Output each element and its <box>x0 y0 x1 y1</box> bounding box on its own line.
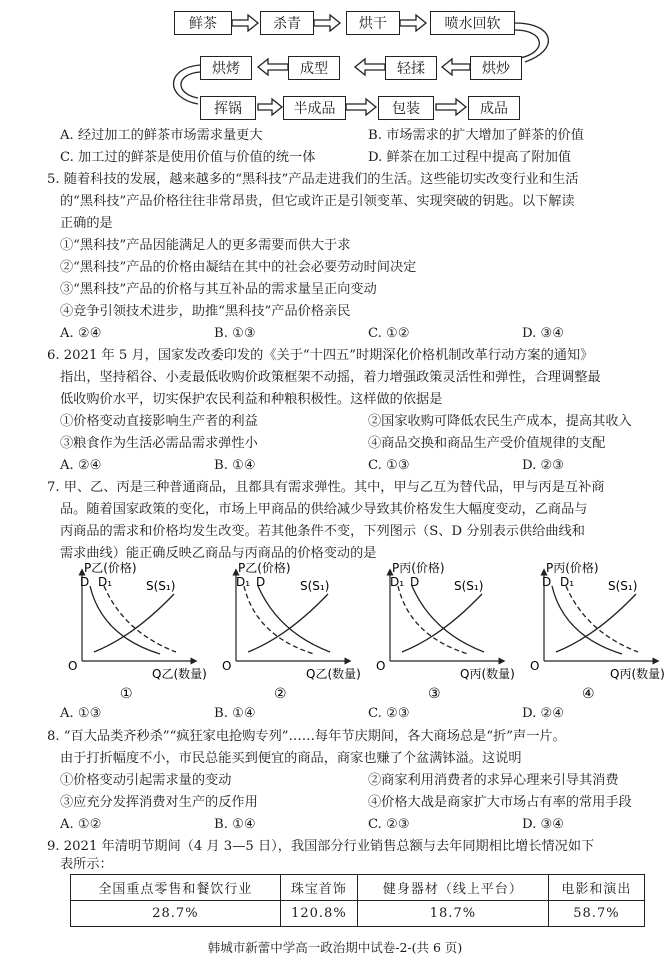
graph-4-x-label: Q丙(数量) <box>610 667 665 681</box>
q7-line: 需求曲线）能正确反映乙商品与丙商品的价格变动的是 <box>60 546 377 561</box>
q5-item: ①“黑科技”产品因能满足人的更多需要而供大于求 <box>60 238 351 253</box>
q8-line: 8. “百大品类齐秒杀”“疯狂家电抢购专列”……每年节庆期间，各大商场总是“折”声一片。 <box>47 729 566 744</box>
table-header: 健身器材（线上平台） <box>357 875 548 901</box>
flow-box-package: 包装 <box>378 96 434 120</box>
q8-option-d: D. ③④ <box>522 817 565 832</box>
table-header: 全国重点零售和餐饮行业 <box>71 875 281 901</box>
table-header: 珠宝首饰 <box>280 875 357 901</box>
flow-box-kill-green: 杀青 <box>260 11 314 35</box>
graph-2-d1-label: D₁ <box>236 575 251 589</box>
q5-option-a: A. ②④ <box>60 326 102 341</box>
q8-item-4: ④价格大战是商家扩大市场占有率的常用手段 <box>368 795 632 810</box>
graph-2-y-label: P乙(价格) <box>238 561 291 575</box>
q4-option-c: C. 加工过的鲜茶是使用价值与价值的统一体 <box>60 150 316 165</box>
flow-box-semi-product: 半成品 <box>283 96 346 120</box>
q7-option-a: A. ①③ <box>60 706 102 721</box>
graph-3-origin: O <box>376 659 386 673</box>
q5-line: 正确的是 <box>60 216 113 231</box>
graph-2-x-label: Q乙(数量) <box>306 667 361 681</box>
table-cell: 18.7% <box>357 901 548 927</box>
graph-3-y-label: P丙(价格) <box>392 561 445 575</box>
flow-box-spray: 喷水回软 <box>430 11 515 35</box>
graph-3-d-label: D <box>410 575 420 589</box>
q7-graph-3 <box>372 561 515 706</box>
q7-graph-2 <box>218 561 361 706</box>
q7-line: 品。随着国家政策的变化，市场上甲商品的供给减少导致其价格发生大幅度变动，乙商品与 <box>60 502 588 517</box>
flow-box-roll: 轻揉 <box>385 56 437 80</box>
q6-item-2: ②国家收购可降低农民生产成本，提高其收入 <box>368 414 632 429</box>
flow-box-dry: 烘干 <box>346 11 400 35</box>
q7-line: 7. 甲、乙、丙是三种普通商品，且都具有需求弹性。其中，甲与乙互为替代品，甲与丙是互补商 <box>47 480 605 495</box>
graph-4-d-label: D <box>542 575 552 589</box>
q6-item-4: ④商品交换和商品生产受价值规律的支配 <box>368 436 606 451</box>
q7-option-c: C. ②③ <box>368 706 410 721</box>
q8-line: 由于打折幅度不小，市民总能买到便宜的商品，商家也赚了个盆满钵溢。这说明 <box>60 751 522 766</box>
table-header: 电影和演出 <box>548 875 644 901</box>
graph-2-origin: O <box>222 659 232 673</box>
q6-line: 低收购价水平，切实保护农民利益和种粮积极性。这样做的依据是 <box>60 392 443 407</box>
q7-option-b: B. ①④ <box>214 706 256 721</box>
graph-2-d-label: D <box>256 575 266 589</box>
q5-item: ④竞争引领技术进步，助推“黑科技”产品价格亲民 <box>60 304 351 319</box>
graph-4-number: ④ <box>582 686 595 702</box>
q5-option-b: B. ①③ <box>214 326 256 341</box>
q9-table <box>70 874 645 927</box>
q6-option-a: A. ②④ <box>60 458 102 473</box>
graph-3-number: ③ <box>428 686 441 702</box>
table-cell: 120.8% <box>280 901 357 927</box>
q5-item: ③“黑科技”产品的价格与其互补品的需求量呈正向变动 <box>60 282 377 297</box>
graph-2-number: ② <box>274 686 287 702</box>
q7-option-d: D. ②④ <box>522 706 565 721</box>
q6-line: 指出，坚持稻谷、小麦最低收购价政策框架不动摇，着力增强政策灵活性和弹性，合理调整最 <box>60 370 601 385</box>
graph-1-s-label: S(S₁) <box>146 579 176 593</box>
q5-line: 的“黑科技”产品价格往往非常昂贵，但它或许正是引领变革、实现突破的钥匙。以下解读 <box>60 194 575 209</box>
graph-1-number: ① <box>120 686 133 702</box>
flow-box-product: 成品 <box>468 96 520 120</box>
q6-option-b: B. ①④ <box>214 458 256 473</box>
q9-line: 表所示： <box>60 857 113 872</box>
q8-item-1: ①价格变动引起需求量的变动 <box>60 773 232 788</box>
q8-item-2: ②商家利用消费者的求异心理来引导其消费 <box>368 773 619 788</box>
flow-box-bake: 烘烤 <box>200 56 252 80</box>
q6-option-c: C. ①③ <box>368 458 410 473</box>
page-footer: 韩城市新蕾中学高一政治期中试卷-2-(共 6 页) <box>207 940 463 955</box>
graph-4-origin: O <box>530 659 540 673</box>
q5-item: ②“黑科技”产品的价格由凝结在其中的社会必要劳动时间决定 <box>60 260 417 275</box>
q4-option-d: D. 鲜茶在加工过程中提高了附加值 <box>368 150 572 165</box>
graph-1-origin: O <box>68 659 78 673</box>
graph-3-s-label: S(S₁) <box>454 579 484 593</box>
graph-3-d1-label: D₁ <box>390 575 405 589</box>
q8-option-b: B. ①④ <box>214 817 256 832</box>
q5-line: 5. 随着科技的发展，越来越多的“黑科技”产品走进我们的生活。这些能切实改变行业和生活 <box>47 172 579 187</box>
q5-option-c: C. ①② <box>368 326 410 341</box>
graph-1-d-label: D <box>80 575 90 589</box>
q4-option-b: B. 市场需求的扩大增加了鲜茶的价值 <box>368 128 584 143</box>
flow-box-fresh-tea: 鲜茶 <box>174 11 232 35</box>
q7-graph-4 <box>526 561 666 706</box>
q8-option-c: C. ②③ <box>368 817 410 832</box>
q8-item-3: ③应充分发挥消费对生产的反作用 <box>60 795 258 810</box>
graph-4-s-label: S(S₁) <box>608 579 638 593</box>
graph-4-d1-label: D₁ <box>560 575 575 589</box>
graph-1-x-label: Q乙(数量) <box>152 667 207 681</box>
q8-option-a: A. ①② <box>60 817 102 832</box>
table-cell: 28.7% <box>71 901 281 927</box>
q6-line: 6. 2021 年 5 月，国家发改委印发的《关于“十四五”时期深化价格机制改革行动方案的通知》 <box>47 348 594 363</box>
q7-line: 丙商品的需求和价格均发生改变。若其他条件不变，下列图示（S、D 分别表示供给曲线和 <box>60 524 585 539</box>
q5-option-d: D. ③④ <box>522 326 565 341</box>
table-cell: 58.7% <box>548 901 644 927</box>
graph-2-s-label: S(S₁) <box>300 579 330 593</box>
graph-4-y-label: P丙(价格) <box>546 561 599 575</box>
graph-1-d1-label: D₁ <box>98 575 113 589</box>
q6-item-1: ①价格变动直接影响生产者的利益 <box>60 414 258 429</box>
q9-line: 9. 2021 年清明节期间（4 月 3—5 日），我国部分行业销售总额与去年同期相比增长情况如下 <box>47 839 595 854</box>
q6-option-d: D. ②③ <box>522 458 565 473</box>
graph-1-y-label: P乙(价格) <box>84 561 137 575</box>
q7-graph-1 <box>64 561 207 706</box>
flow-box-pan: 挥锅 <box>200 96 256 120</box>
graph-3-x-label: Q丙(数量) <box>460 667 515 681</box>
flow-box-shape: 成型 <box>288 56 340 80</box>
flow-box-stir-fry: 烘炒 <box>470 56 522 80</box>
q6-item-3: ③粮食作为生活必需品需求弹性小 <box>60 436 258 451</box>
q4-option-a: A. 经过加工的鲜茶市场需求量更大 <box>60 128 263 143</box>
